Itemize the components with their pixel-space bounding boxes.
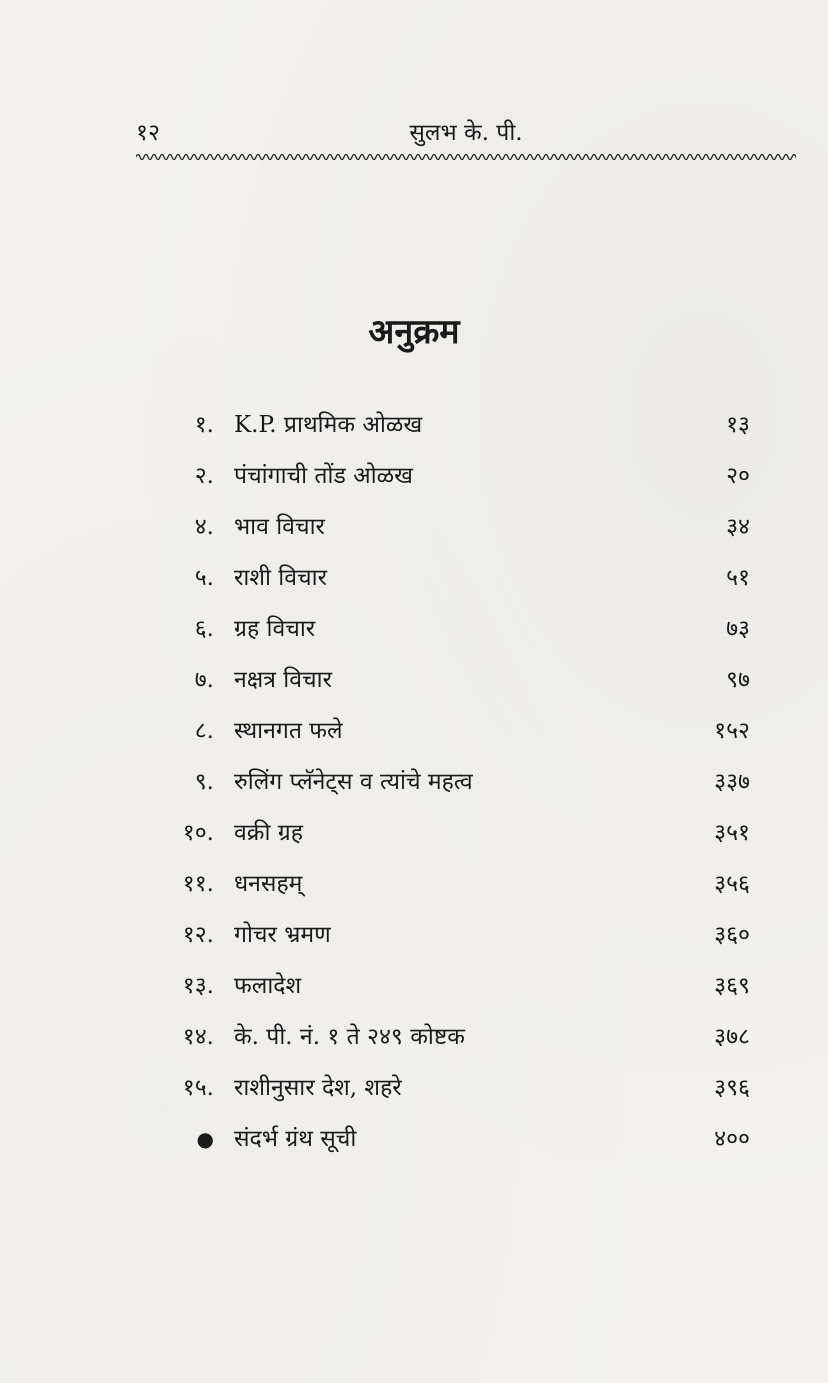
toc-entry [140,910,770,961]
toc-entry-page: २० [726,463,750,489]
toc-entry [140,1012,770,1063]
toc-entry [140,604,770,655]
toc-entry [140,706,770,757]
toc-entry-page: ३५६ [714,871,750,897]
toc-entry-number: ८. [194,718,214,744]
toc-entry-page: ३३७ [714,769,750,795]
toc-entry-page: ३६९ [714,973,750,999]
running-title: सुलभ के. पी. [409,120,523,146]
page-number: १२ [136,120,160,146]
contents-heading: अनुक्रम [368,312,460,352]
toc-entry-page: ५१ [726,565,750,591]
toc-entry-title: भाव विचार [234,514,325,540]
toc-entry-title: पंचांगाची तोंड ओळख [234,463,413,489]
toc-entry-title: वक्री ग्रह [234,820,303,846]
bullet-icon: ● [196,1127,214,1151]
toc-entry-number: ६. [194,616,214,642]
toc-entry-title: रुलिंग प्लॅनेट्स व त्यांचे महत्व [234,769,473,795]
toc-entry-number: २. [194,463,214,489]
toc-entry-page: ३४ [726,514,750,540]
toc-entry-title: स्थानगत फले [234,718,343,744]
toc-entry-title: धनसहम् [234,871,303,897]
toc-entry-number: १. [194,412,214,438]
toc-entry [140,655,770,706]
toc-entry [140,1063,770,1114]
toc-entry [140,502,770,553]
toc-entry-number: १२. [182,922,214,948]
toc-entry-title: गोचर भ्रमण [234,922,331,948]
toc-entry-title: फलादेश [234,973,302,999]
toc-entry-page: ३९६ [714,1075,750,1101]
toc-entry-title: संदर्भ ग्रंथ सूची [234,1126,357,1152]
toc-entry-number: ४. [194,514,214,540]
toc-entry [140,961,770,1012]
toc-entry-title: राशी विचार [234,565,327,591]
toc-entry-number: ११. [182,871,214,897]
toc-entry [140,808,770,859]
toc-entry-title: नक्षत्र विचार [234,667,332,693]
page-header [136,118,796,148]
toc-entry-number: १५. [182,1075,214,1101]
toc-entry-number: ७. [194,667,214,693]
table-of-contents [140,400,770,1165]
toc-entry-title: के. पी. नं. १ ते २४९ कोष्टक [234,1024,465,1050]
toc-entry-page: ४०० [714,1126,750,1152]
toc-entry-number: १३. [182,973,214,999]
toc-entry-number: ९. [194,769,214,795]
toc-entry-page: ३६० [714,922,750,948]
toc-entry [140,1114,770,1165]
toc-entry-title: ग्रह विचार [234,616,316,642]
toc-entry-page: १५२ [714,718,750,744]
toc-entry-number: १४. [182,1024,214,1050]
toc-entry-title: K.P. प्राथमिक ओळख [234,412,423,438]
toc-entry-number: १०. [182,820,214,846]
toc-entry-number: ५. [194,565,214,591]
toc-entry [140,553,770,604]
toc-entry-page: १३ [726,412,750,438]
toc-entry-title: राशीनुसार देश, शहरे [234,1075,402,1101]
toc-entry [140,451,770,502]
toc-entry-page: ३७८ [714,1024,750,1050]
toc-entry-page: ७३ [726,616,750,642]
toc-entry-page: ९७ [726,667,750,693]
wavy-divider [136,150,796,164]
toc-entry [140,859,770,910]
toc-entry [140,400,770,451]
toc-entry [140,757,770,808]
toc-entry-page: ३५१ [714,820,750,846]
